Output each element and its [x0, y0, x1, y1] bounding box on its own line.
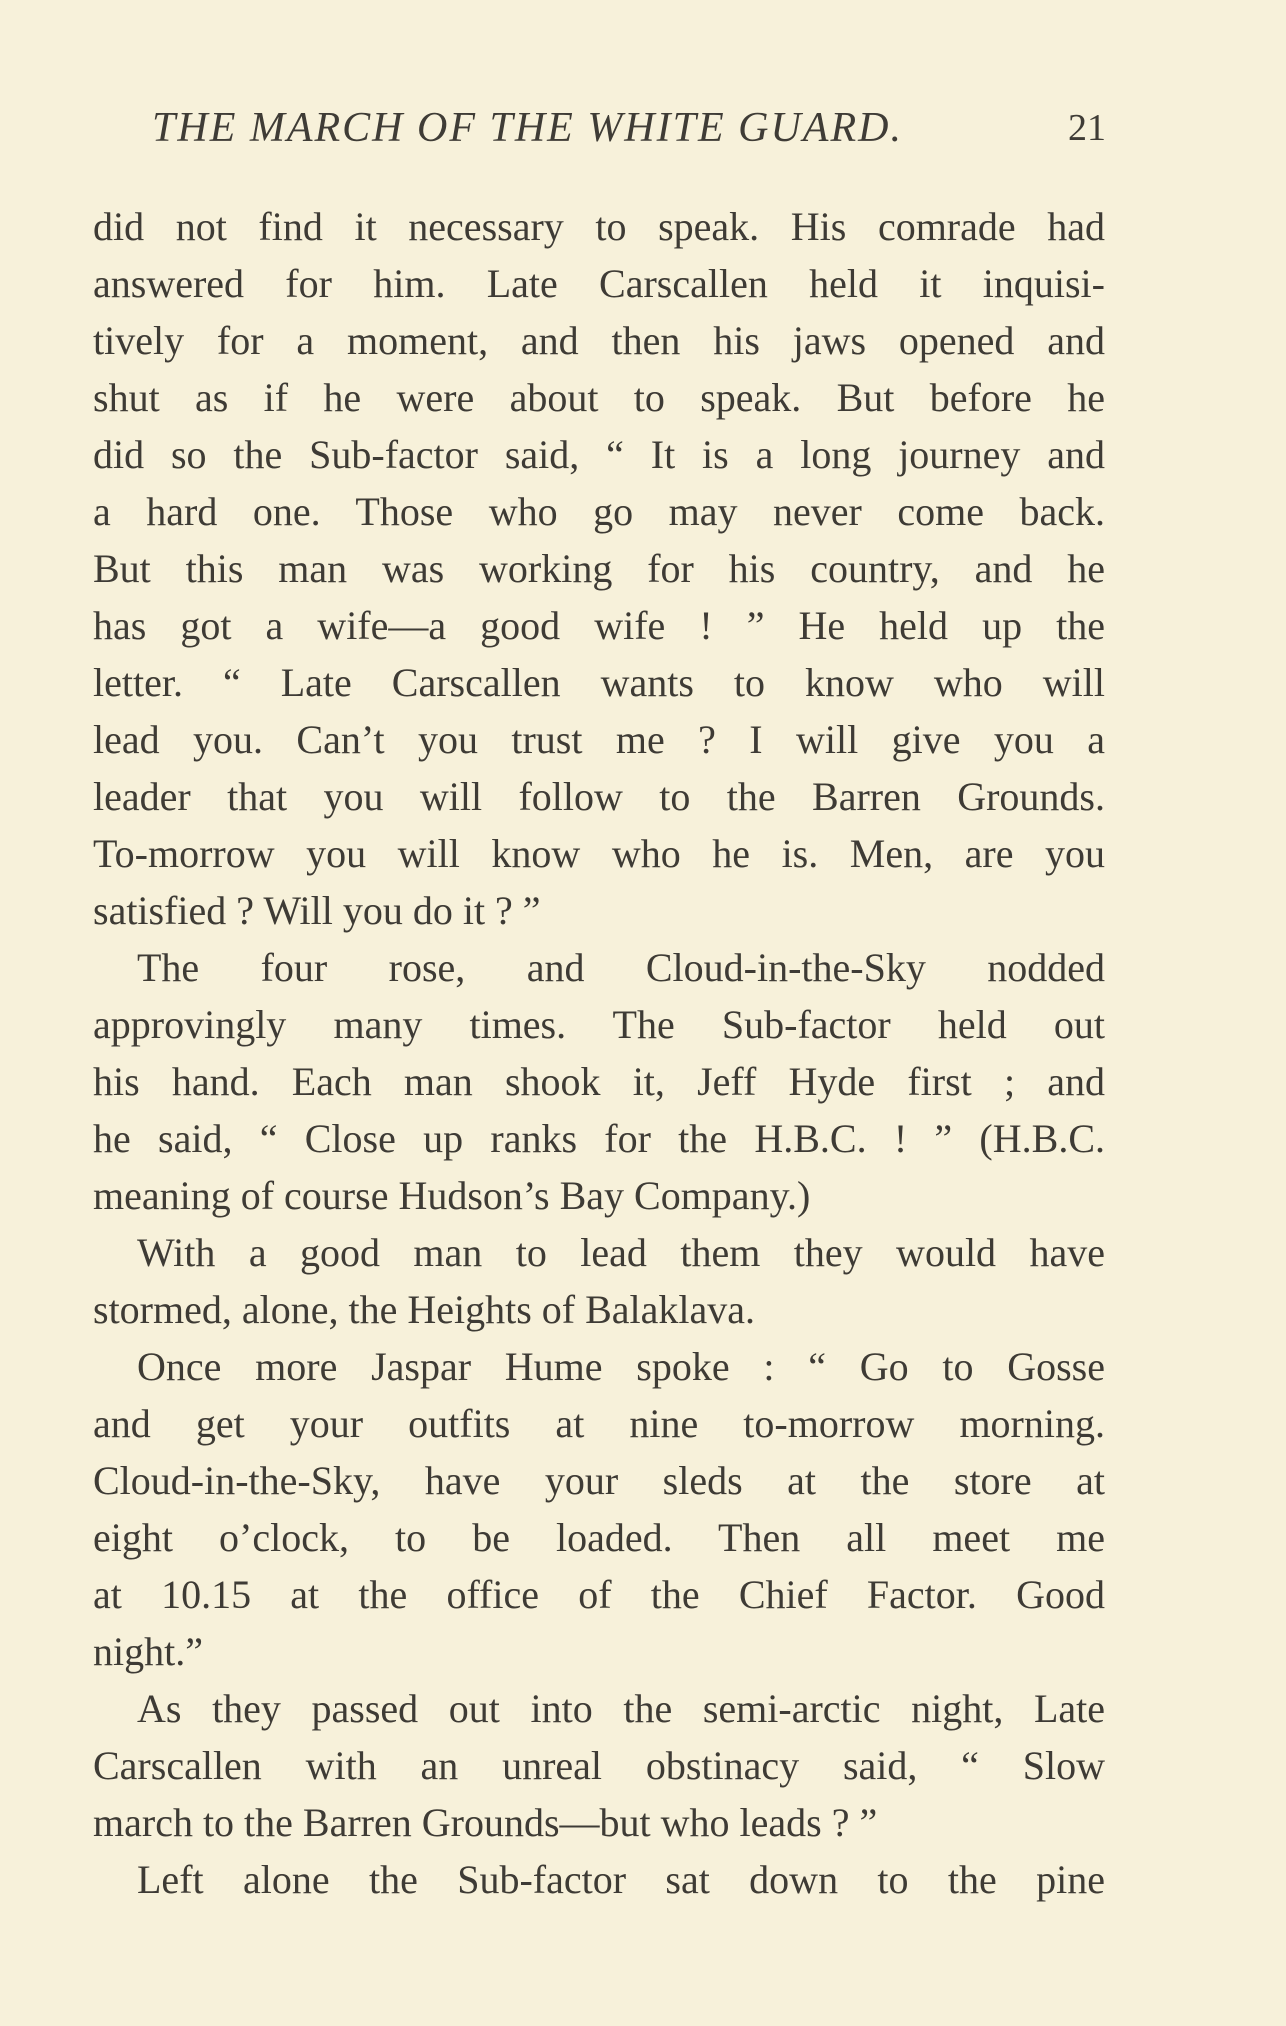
- text-line: letter. “ Late Carscallen wants to know who will: [93, 660, 1105, 705]
- text-line: night.”: [93, 1629, 203, 1674]
- text-line: satisfied ? Will you do it ? ”: [93, 888, 541, 933]
- running-title: THE MARCH OF THE WHITE GUARD.: [152, 105, 903, 151]
- page-number: 21: [1068, 107, 1106, 149]
- text-line: As they passed out into the semi-arctic night, Late: [137, 1686, 1105, 1731]
- body-text: [93, 198, 1105, 1908]
- text-line: Carscallen with an unreal obstinacy said, “ Slow: [93, 1743, 1105, 1788]
- text-line: and get your outfits at nine to-morrow morning.: [93, 1401, 1105, 1446]
- text-line: approvingly many times. The Sub-factor held out: [93, 1002, 1105, 1047]
- text-line: eight o’clock, to be loaded. Then all meet me: [93, 1515, 1105, 1560]
- text-line: he said, “ Close up ranks for the H.B.C. ! ” (H.B.C.: [93, 1116, 1105, 1161]
- text-line: Cloud-in-the-Sky, have your sleds at the store at: [93, 1458, 1105, 1503]
- text-line: The four rose, and Cloud-in-the-Sky nodded: [137, 945, 1105, 990]
- text-line: answered for him. Late Carscallen held it inquisi-: [93, 261, 1105, 306]
- text-line: leader that you will follow to the Barren Grounds.: [93, 774, 1105, 819]
- text-line: march to the Barren Grounds—but who leads ? ”: [93, 1800, 878, 1845]
- text-line: at 10.15 at the office of the Chief Factor. Good: [93, 1572, 1105, 1617]
- text-line: lead you. Can’t you trust me ? I will give you a: [93, 717, 1105, 762]
- text-line: With a good man to lead them they would have: [137, 1230, 1105, 1275]
- text-line: his hand. Each man shook it, Jeff Hyde first ; and: [93, 1059, 1105, 1104]
- text-line: shut as if he were about to speak. But before he: [93, 375, 1105, 420]
- text-line: But this man was working for his country, and he: [93, 546, 1105, 591]
- text-line: Once more Jaspar Hume spoke : “ Go to Gosse: [137, 1344, 1105, 1389]
- text-line: did not find it necessary to speak. His comrade had: [93, 204, 1105, 249]
- text-line: To-morrow you will know who he is. Men, are you: [93, 831, 1105, 876]
- text-line: a hard one. Those who go may never come back.: [93, 489, 1105, 534]
- text-line: Left alone the Sub-factor sat down to the pine: [137, 1857, 1105, 1902]
- text-line: has got a wife—a good wife ! ” He held up the: [93, 603, 1105, 648]
- page-header: [152, 104, 1106, 164]
- text-line: did so the Sub-factor said, “ It is a long journey and: [93, 432, 1105, 477]
- text-line: tively for a moment, and then his jaws opened and: [93, 318, 1105, 363]
- text-line: meaning of course Hudson’s Bay Company.): [93, 1173, 811, 1218]
- text-line: stormed, alone, the Heights of Balaklava.: [93, 1287, 756, 1332]
